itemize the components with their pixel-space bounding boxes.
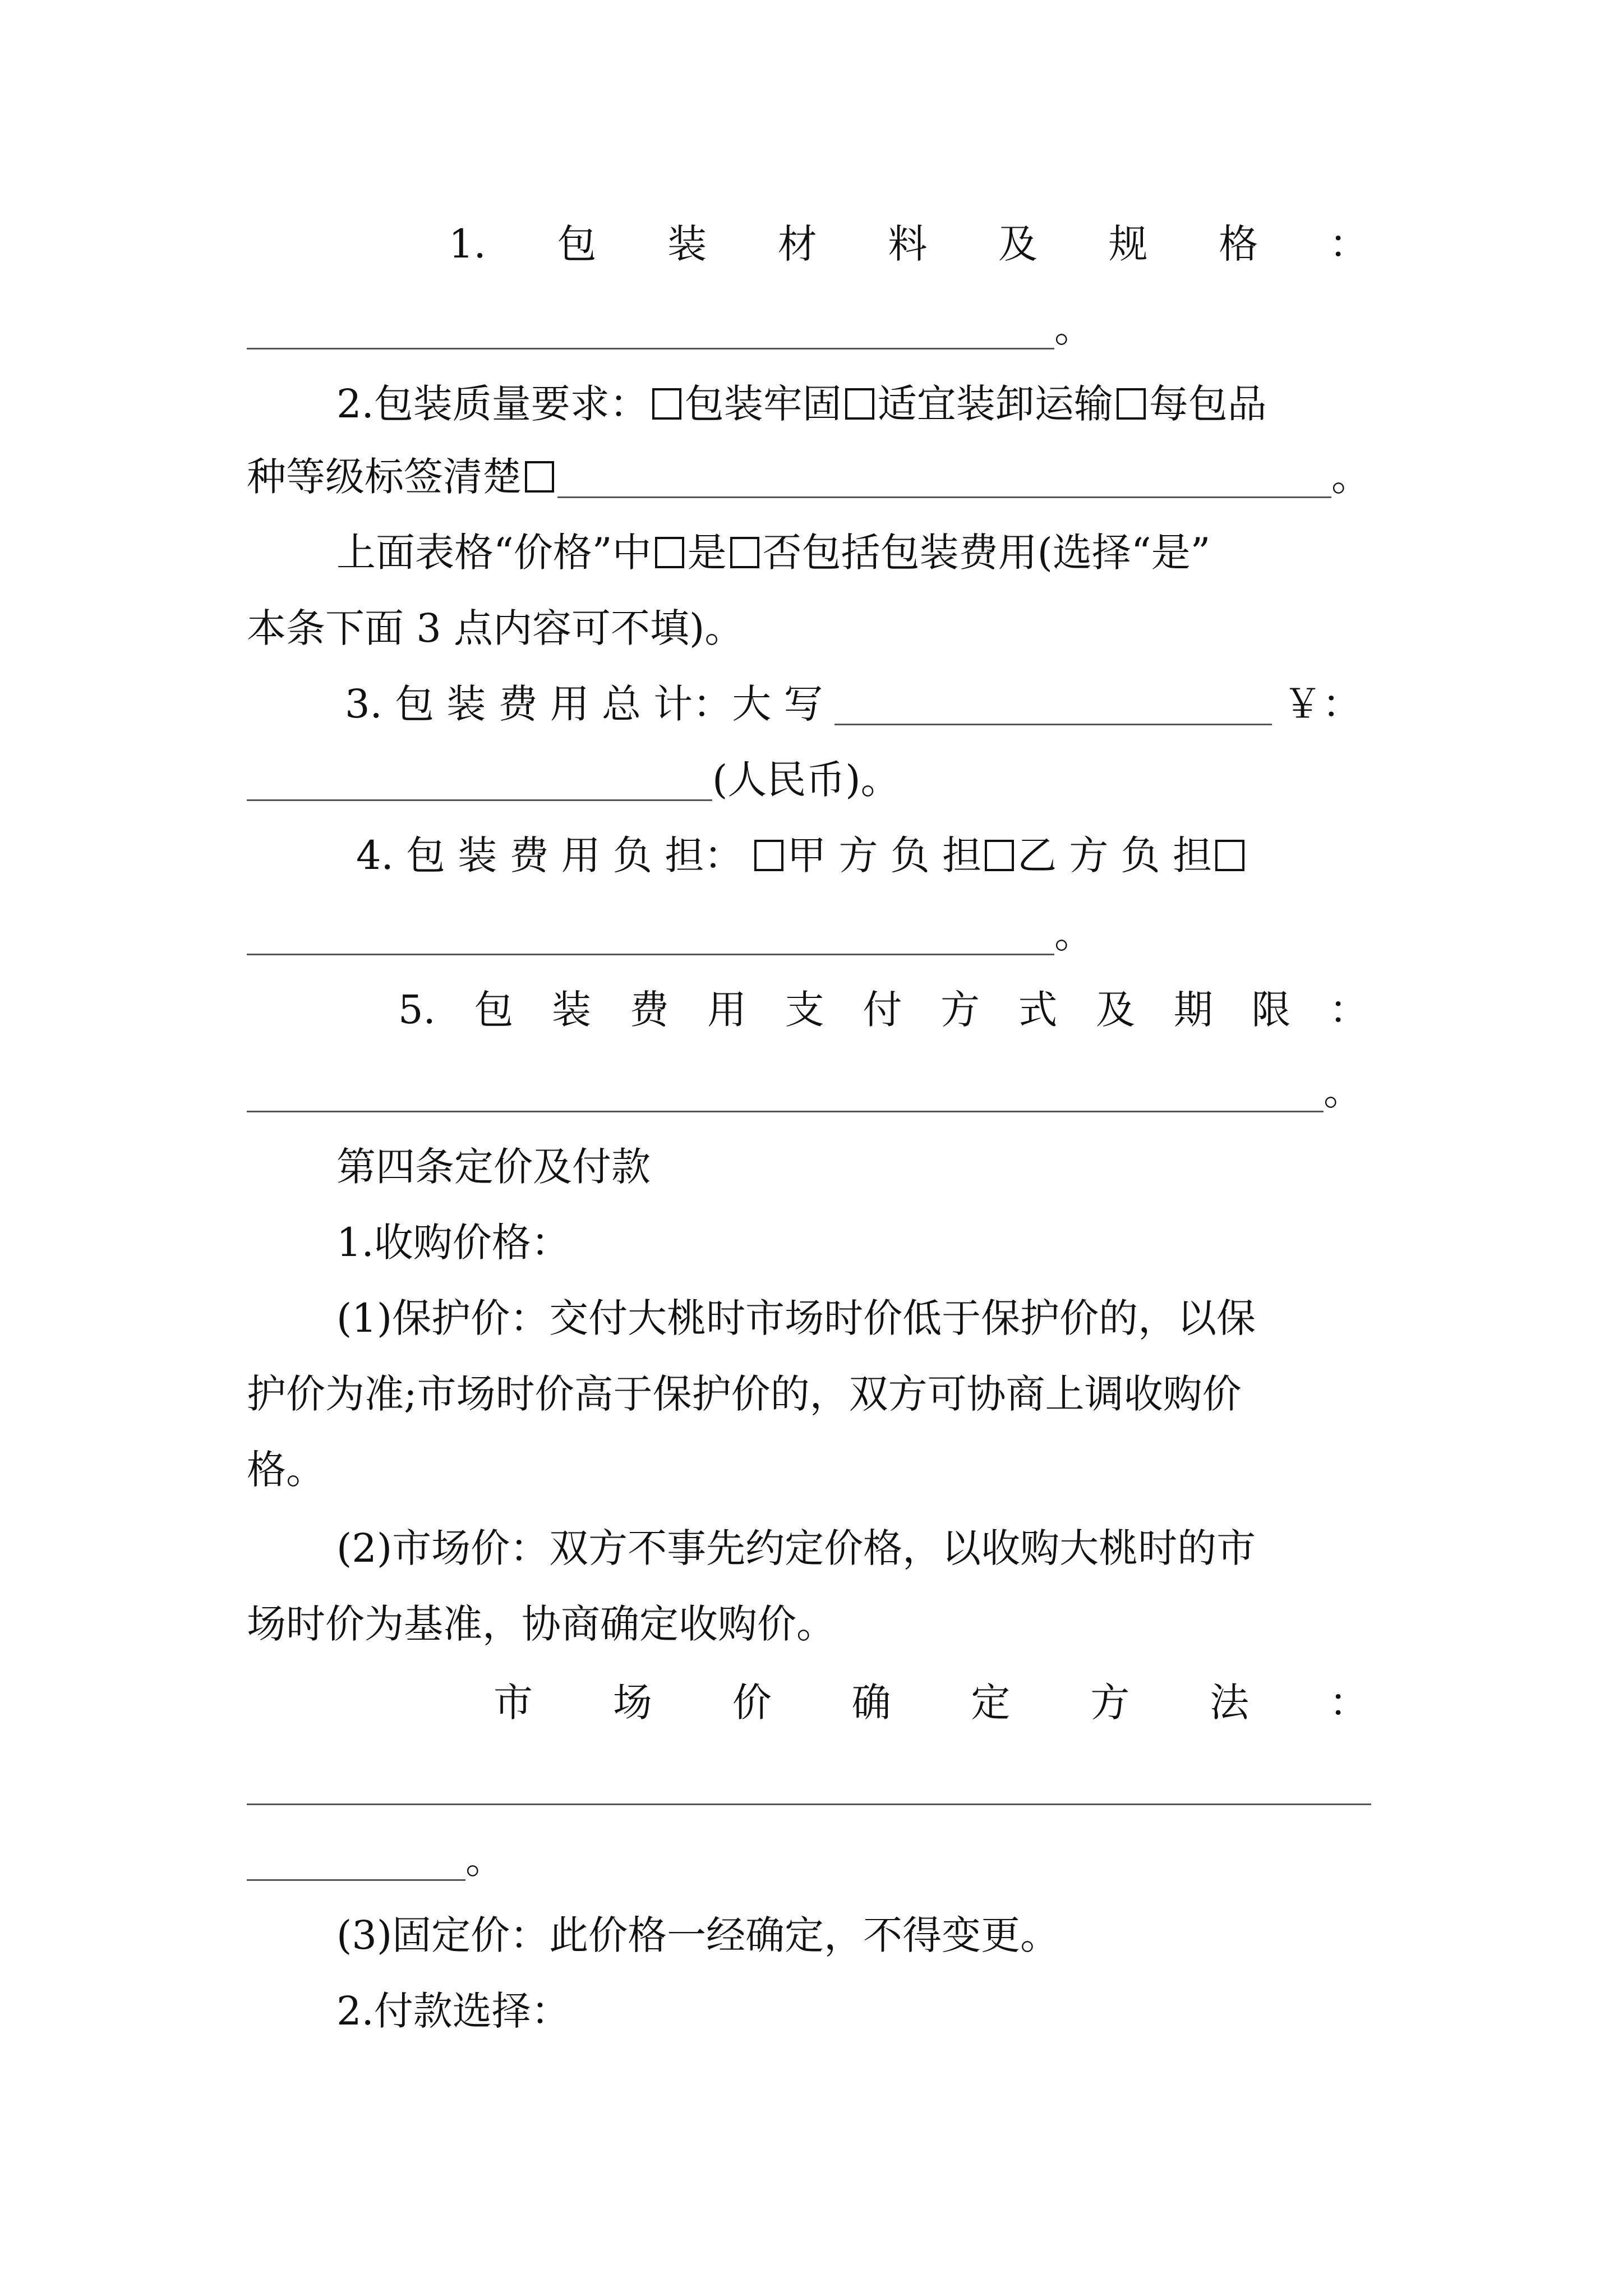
- checkbox[interactable]: [1117, 388, 1146, 420]
- checkbox-yes[interactable]: [655, 537, 684, 568]
- option-label: 种等级标签清楚: [247, 454, 522, 500]
- char: 包: [474, 987, 514, 1033]
- checkbox-party-a[interactable]: [754, 840, 783, 871]
- section-heading: 第四条定价及付款: [336, 1144, 651, 1190]
- paragraph-line: [247, 600, 1391, 656]
- char: 支: [785, 987, 824, 1033]
- checkbox[interactable]: [845, 388, 874, 420]
- fill-in-blank[interactable]: [247, 913, 1054, 955]
- payment-choice-heading: [336, 1983, 1391, 2039]
- char: 方: [940, 987, 980, 1033]
- char: 装: [551, 987, 591, 1033]
- market-price-method-line: [494, 1674, 1368, 1731]
- fill-in-blank[interactable]: [247, 307, 1054, 349]
- char: ：: [1329, 987, 1368, 1033]
- subheading: 2.付款选择：: [336, 1988, 570, 2034]
- checkbox-party-b[interactable]: [985, 840, 1014, 871]
- char: 场: [612, 1680, 652, 1726]
- payment-method-blank-line: [247, 1063, 1391, 1119]
- char: 材: [777, 221, 817, 267]
- fill-in-blank[interactable]: [247, 1070, 1324, 1112]
- char: 付: [863, 987, 902, 1033]
- packaging-material-line: [449, 216, 1368, 272]
- cost-label: 3. 包 装 费 用 总 计：大 写: [345, 681, 823, 727]
- char: 规: [1108, 221, 1148, 267]
- text: (3)固定价：此价格一经确定，不得变更。: [336, 1912, 1060, 1958]
- quality-requirement-line: [336, 376, 1391, 432]
- cost-bearer-line: [356, 827, 1382, 884]
- cost-bearer-label: 4. 包 装 费 用 负 担：: [356, 832, 744, 878]
- char: 及: [998, 221, 1038, 267]
- amount-in-words-blank[interactable]: [834, 683, 1272, 725]
- char: 包: [557, 221, 597, 267]
- cost-bearer-blank-line: [247, 906, 1391, 962]
- option-label: 每包品: [1149, 381, 1267, 427]
- char: 确: [851, 1680, 891, 1726]
- char: 用: [707, 987, 747, 1033]
- amount-rmb-line: [247, 752, 1391, 808]
- period: 。: [1331, 454, 1371, 500]
- currency-label: ￥：: [1283, 681, 1362, 727]
- market-price-method-blank-line: [247, 1756, 1391, 1812]
- checkbox-no[interactable]: [730, 537, 759, 568]
- char: 价: [732, 1680, 772, 1726]
- checkbox[interactable]: [525, 461, 554, 493]
- char: 料: [888, 221, 928, 267]
- char: ：: [1329, 1680, 1368, 1726]
- text: 护价为准;市场时价高于保护价的，双方可协商上调收购价: [247, 1371, 1242, 1417]
- char: 法: [1210, 1680, 1249, 1726]
- item-number: 5.: [398, 987, 436, 1033]
- text: 否包括包装费用(选择“是”: [762, 530, 1211, 576]
- char: ：: [1329, 221, 1368, 267]
- paragraph-line: [336, 1290, 1391, 1346]
- char: 费: [629, 987, 669, 1033]
- packaging-material-blank-line: [247, 300, 1391, 356]
- text: 本条下面 3 点内容可不填)。: [247, 605, 744, 651]
- char: 格: [1219, 221, 1258, 267]
- quality-requirement-line-2: [247, 449, 1391, 505]
- item-number: 1.: [449, 221, 486, 267]
- char: 定: [971, 1680, 1011, 1726]
- checkbox[interactable]: [652, 388, 681, 420]
- payment-method-line: [398, 982, 1368, 1038]
- paragraph-line: [247, 1366, 1391, 1422]
- text: (2)市场价：双方不事先约定价格，以收购大桃时的市: [336, 1525, 1256, 1571]
- rmb-label: (人民币)。: [712, 757, 900, 803]
- subheading: 1.收购价格：: [336, 1220, 570, 1266]
- option-label: 乙 方 负 担: [1017, 832, 1212, 878]
- article-four-heading: [336, 1139, 1391, 1195]
- option-label: 包装牢固: [684, 381, 842, 427]
- market-price-method-blank-line-2: [247, 1832, 1391, 1888]
- char: 式: [1018, 987, 1058, 1033]
- fill-in-blank[interactable]: [557, 456, 1331, 498]
- text: 上面表格“价格”中: [336, 530, 652, 576]
- paragraph-line: [247, 1596, 1391, 1652]
- period: 。: [1054, 911, 1094, 957]
- char: 装: [667, 221, 707, 267]
- text: 格。: [247, 1447, 325, 1493]
- text: 场时价为基准，协商确定收购价。: [247, 1601, 836, 1647]
- paragraph-line: [336, 1520, 1391, 1576]
- packaging-cost-total-line: [345, 676, 1371, 732]
- char: 限: [1251, 987, 1291, 1033]
- option-label: 甲 方 负 担: [787, 832, 982, 878]
- text: (1)保护价：交付大桃时市场时价低于保护价的，以保: [336, 1295, 1256, 1341]
- paragraph-line: [247, 1442, 1391, 1498]
- char: 期: [1173, 987, 1213, 1033]
- checkbox-other[interactable]: [1215, 840, 1244, 871]
- period: 。: [1054, 305, 1094, 351]
- char: 市: [494, 1680, 533, 1726]
- option-label: 是: [687, 530, 727, 576]
- fill-in-blank[interactable]: [247, 1839, 465, 1881]
- fill-in-blank[interactable]: [247, 1763, 1371, 1805]
- quality-label: 2.包装质量要求：: [336, 381, 649, 427]
- paragraph-line: [336, 1907, 1391, 1963]
- option-label: 适宜装卸运输: [877, 381, 1113, 427]
- period: 。: [465, 1837, 505, 1883]
- char: 方: [1090, 1680, 1130, 1726]
- price-includes-line: [336, 524, 1391, 581]
- char: 及: [1096, 987, 1136, 1033]
- purchase-price-heading: [336, 1214, 1391, 1271]
- period: 。: [1324, 1068, 1363, 1114]
- amount-blank[interactable]: [247, 759, 712, 801]
